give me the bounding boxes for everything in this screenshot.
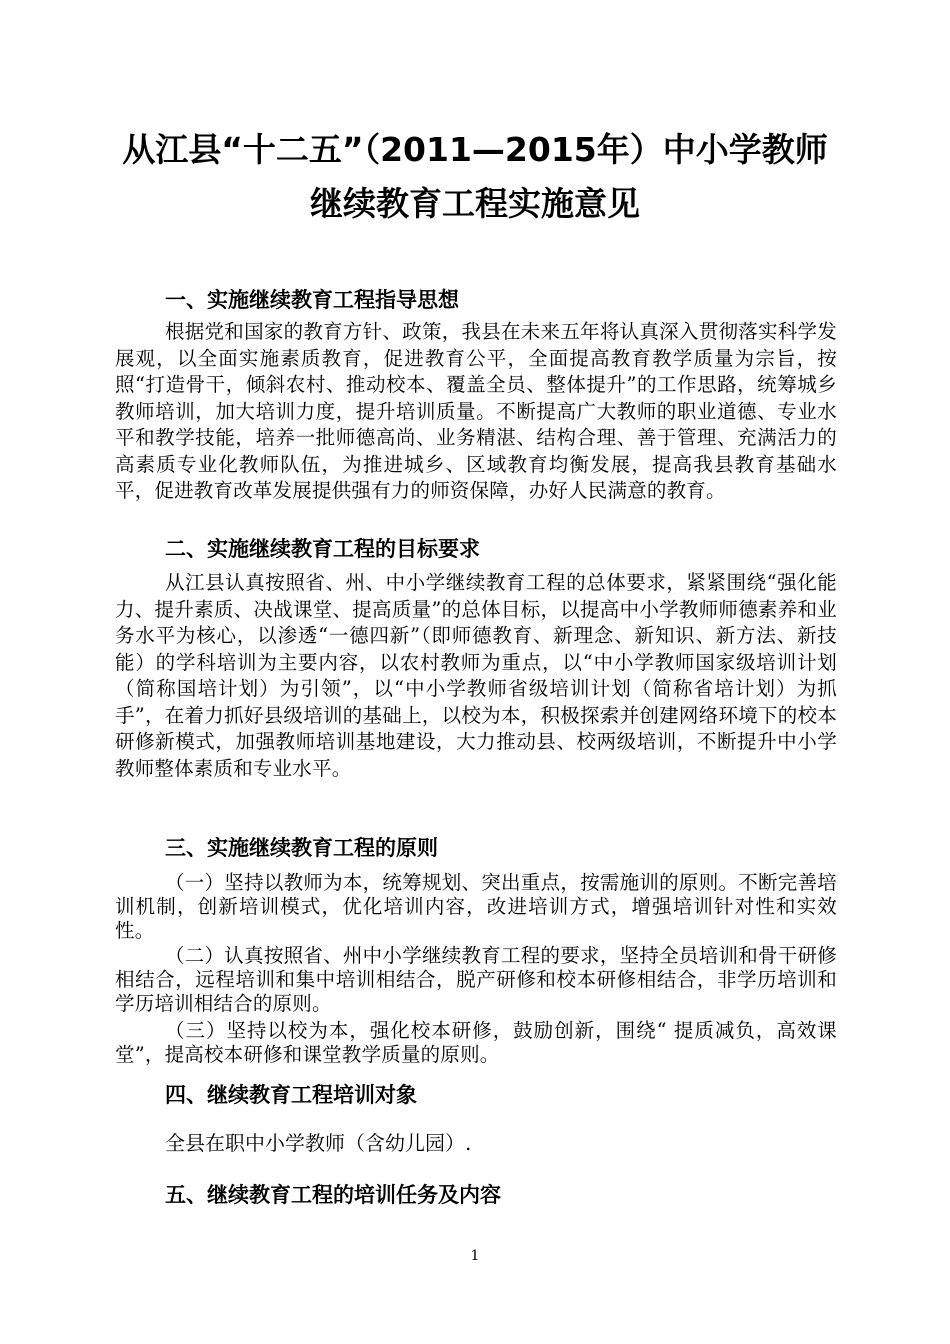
- section-2-paragraph: 从江县认真按照省、州、中小学继续教育工程的总体要求，紧紧围绕“强化能力、提升素质、决战课堂、提高质量”的总体目标，以提高中小学教师师德素养和业务水平为核心，以渗透“一德四新”（即师德教育、新理念、新知识、新方法、新技能）的学科培训为主要内容，以农村教师为重点，以“中小学教师国家级培训计划（简称国培计划）为引领”，以“中小学教师省级培训计划（简称省培计划）为抓手”，在着力抓好县级培训的基础上，以校为本，积极探索并创建网络环境下的校本研修新模式，加强教师培训基地建设，大力推动县、校两级培训，不断提升中小学教师整体素质和专业水平。: [115, 571, 837, 780]
- section-heading-4: 四、继续教育工程培训对象: [165, 1083, 417, 1107]
- section-heading-2: 二、实施继续教育工程的目标要求: [165, 537, 480, 561]
- page-number: 1: [470, 1248, 480, 1264]
- section-3-paragraph-1: （一）坚持以教师为本，统筹规划、突出重点，按需施训的原则。不断完善培训机制，创新培训模式，优化培训内容，改进培训方式，增强培训针对性和实效性。: [115, 871, 837, 942]
- section-1-paragraph: 根据党和国家的教育方针、政策，我县在未来五年将认真深入贯彻落实科学发展观，以全面实施素质教育，促进教育公平，全面提高教育教学质量为宗旨，按照“打造骨干，倾斜农村、推动校本、覆盖全员、整体提升”的工作思路，统筹城乡教师培训，加大培训力度，提升培训质量。不断提高广大教师的职业道德、专业水平和教学技能，培养一批师德高尚、业务精湛、结构合理、善于管理、充满活力的高素质专业化教师队伍，为推进城乡、区域教育均衡发展，提高我县教育基础水平，促进教育改革发展提供强有力的师资保障，办好人民满意的教育。: [115, 320, 837, 502]
- section-heading-3: 三、实施继续教育工程的原则: [165, 836, 438, 860]
- document-title-line-1: 从江县“十二五”（2011—2015年）中小学教师: [122, 130, 828, 169]
- section-heading-5: 五、继续教育工程的培训任务及内容: [165, 1183, 501, 1207]
- section-heading-1: 一、实施继续教育工程指导思想: [165, 288, 459, 312]
- section-3-paragraph-2: （二）认真按照省、州中小学继续教育工程的要求，坚持全员培训和骨干研修相结合，远程培训和集中培训相结合，脱产研修和校本研修相结合，非学历培训和学历培训相结合的原则。: [115, 944, 837, 1015]
- section-4-paragraph: 全县在职中小学教师（含幼儿园）.: [165, 1131, 472, 1155]
- document-title-line-2: 继续教育工程实施意见: [310, 184, 640, 223]
- section-3-paragraph-3: （三）坚持以校为本，强化校本研修，鼓励创新，围绕“ 提质减负，高效课堂”，提高校本研修和课堂教学质量的原则。: [115, 1019, 837, 1066]
